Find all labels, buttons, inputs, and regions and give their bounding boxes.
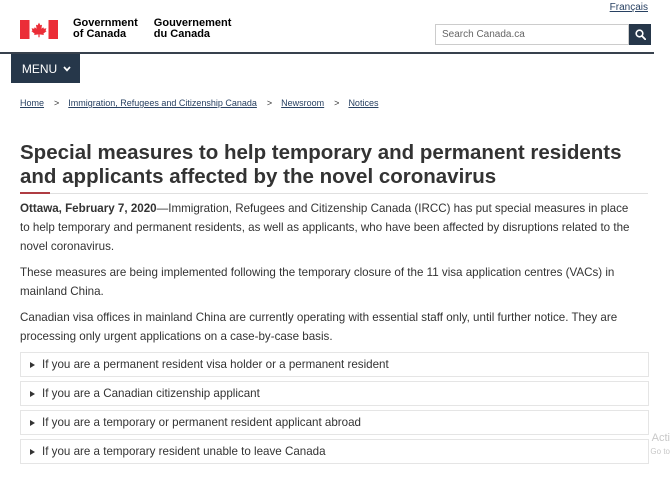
vac-closure-paragraph: These measures are being implemented following the temporary closure of the 11 visa application centres (VACs) in mainland China. [20,266,615,298]
search-button[interactable] [629,24,651,45]
language-toggle-link[interactable]: Français [609,2,648,13]
intro-paragraph [20,199,640,256]
details-summary: If you are a Canadian citizenship applicant [42,387,260,400]
signature-en-line-2: of Canada [73,28,127,40]
search-icon [635,29,646,40]
canada-flag-icon [20,20,58,39]
search-input[interactable] [435,24,629,45]
signature-fr-line-2: du Canada [153,28,211,40]
page-title: Special measures to help temporary and permanent residents and applicants affected by the novel coronavirus [20,141,622,188]
breadcrumb-notices[interactable]: Notices [348,98,379,108]
expand-triangle-icon [30,449,35,455]
signature-french [154,18,232,40]
activation-watermark [650,432,670,456]
expand-triangle-icon [30,391,35,397]
breadcrumb [20,98,378,108]
details-permanent-resident[interactable] [20,352,649,377]
breadcrumb-separator: > [54,98,60,108]
government-signature[interactable] [20,18,231,40]
details-temporary-resident[interactable] [20,439,649,464]
breadcrumb-newsroom[interactable]: Newsroom [281,98,325,108]
intro-text: —Immigration, Refugees and Citizenship Canada (IRCC) has put special measures in place to help temporary and permanent residents, as well as applicants, who have been affected by disruptions related to the novel coronavirus. [20,202,630,253]
breadcrumb-home[interactable]: Home [20,98,45,108]
breadcrumb-separator: > [334,98,340,108]
watermark-line-2: Go to [650,447,670,456]
details-summary: If you are a temporary resident unable to leave Canada [42,445,326,458]
menu-label: MENU [21,61,58,76]
signature-en-line-1: Government [73,17,138,29]
header-divider [0,52,654,54]
breadcrumb-ircc[interactable]: Immigration, Refugees and Citizenship Canada [68,98,257,108]
visa-offices-paragraph: Canadian visa offices in mainland China are currently operating with essential staff only, until further notice. They are processing only urgent applications on a case-by-case basis. [20,311,618,343]
title-underline [20,193,648,194]
details-summary: If you are a permanent resident visa holder or a permanent resident [42,358,389,371]
watermark-line-1: Acti [651,432,670,444]
expand-triangle-icon [30,362,35,368]
signature-fr-line-1: Gouvernement [153,17,232,29]
chevron-down-icon [63,66,71,72]
search-form [435,24,651,45]
signature-english [73,18,138,40]
details-citizenship-applicant[interactable] [20,381,649,406]
expand-triangle-icon [30,420,35,426]
details-summary: If you are a temporary or permanent resident applicant abroad [42,416,362,429]
details-applicant-abroad[interactable] [20,410,649,435]
title-accent-bar [20,192,50,194]
dateline: Ottawa, February 7, 2020 [20,202,157,215]
breadcrumb-separator: > [266,98,273,108]
menu-button[interactable] [11,54,80,83]
